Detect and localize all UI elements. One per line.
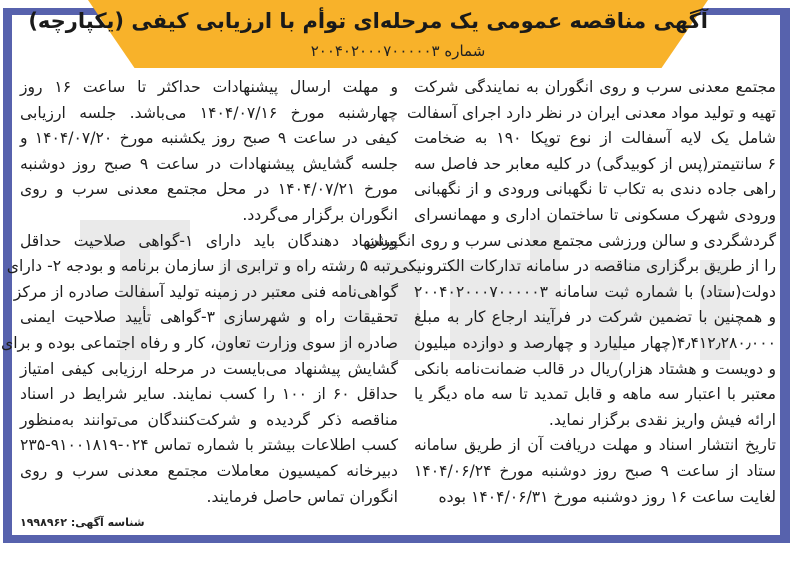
text-line: تحقیقات راه و شهرسازی ۳-گواهی تأیید صلاحیت ایمنی <box>20 308 398 327</box>
text-line: تاریخ انتشار اسناد و مهلت دریافت آن از طریق سامانه <box>414 436 776 455</box>
text-line: و همچنین با تضمین شرکت در فرآیند ارجاع کار به مبلغ <box>414 308 776 327</box>
text-line: جلسه گشایش پیشنهادات در ساعت ۹ صبح روز دوشنبه <box>20 154 398 173</box>
text-line: پیشنهاد دهندگان باید دارای ۱-گواهی صلاحیت حداقل <box>20 231 398 250</box>
text-line: معتبر با اعتبار سه ماهه و قابل تمدید تا سه ماه دیگر یا <box>414 385 776 404</box>
text-line: ستاد از ساعت ۹ صبح روز دوشنبه مورخ ۱۴۰۴/۰۶/۲۴ <box>414 461 776 480</box>
text-line: انگوران برگزار می‌گردد. <box>242 205 398 224</box>
text-line: ۶ سانتیمتر(پس از کوبیدگی) در کلیه معابر حد فاصل سه <box>414 154 776 173</box>
text-line: دبیرخانه کمیسیون معاملات مجتمع معدنی سرب و روی <box>20 461 398 480</box>
text-line: ورودی شهرک مسکونی تا ساختمان اداری و مهمانسرای <box>414 205 776 224</box>
page-title: آگهی مناقصه عمومی یک مرحله‌ای توأم با ارزیابی کیفی (یکپارچه) <box>28 9 708 33</box>
text-line: حداقل ۶۰ از ۱۰۰ را کسب نمایند. سایر شرایط در اسناد <box>20 385 398 404</box>
text-line: شامل یک لایه آسفالت از نوع توپکا ۱۹۰ به ضخامت <box>414 129 776 148</box>
text-line: چهارشنبه مورخ ۱۴۰۴/۰۷/۱۶ می‌باشد. جلسه ارزیابی <box>20 103 398 122</box>
text-line: مجتمع معدنی سرب و روی انگوران به نمایندگی شرکت <box>414 78 776 96</box>
text-line: صادره از سوی وزارت تعاون، کار و رفاه اجتماعی بوده و برای <box>1 333 398 352</box>
text-line: ارائه فیش واریز نقدی برگزار نماید. <box>548 410 776 429</box>
text-line: تهیه و تولید مواد معدنی ایران در نظر دارد اجرای آسفالت <box>406 103 776 122</box>
text-line: دولت(ستاد) با شماره ثبت سامانه ۲۰۰۴۰۲۰۰۰۷۰۰۰۰۰۳ <box>414 282 776 301</box>
text-line: گردشگردی و سالن ورزشی مجتمع معدنی سرب و روی انگوران <box>366 231 776 250</box>
text-line: کیفی در ساعت ۹ صبح روز یکشنبه مورخ ۱۴۰۴/۰۷/۲۰ و <box>20 129 398 148</box>
text-line: ۴٫۴۱۲٫۲۸۰٫۰۰۰(چهار میلیارد و چهارصد و دوازده میلیون <box>414 333 776 352</box>
text-line: و مهلت ارسال پیشنهادات حداکثر تا ساعت ۱۶ روز <box>20 78 398 96</box>
right-column <box>366 75 776 510</box>
tender-number: شماره ۲۰۰۴۰۲۰۰۰۷۰۰۰۰۰۳ <box>310 42 486 60</box>
text-line: مناقصه ذکر گردیده و شرکت‌کنندگان می‌توانند به‌منظور <box>20 410 398 429</box>
ad-id: شناسه آگهی: ۱۹۹۸۹۶۲ <box>20 516 145 529</box>
text-line: کسب اطلاعات بیشتر با شماره تماس ۰۲۴-۹۱۰۰۱۸۱۹-۲۳۵ <box>20 436 398 455</box>
text-line: راهی جاده دندی به تکاب تا نگهبانی ورودی و از نگهبانی <box>414 180 776 199</box>
text-line: گواهی‌نامه فنی معتبر در زمینه تولید آسفالت صادره از مرکز <box>13 282 398 301</box>
text-line: مورخ ۱۴۰۴/۰۷/۲۱ در محل مجتمع معدنی سرب و روی <box>20 180 398 199</box>
text-line: را از طریق برگزاری مناقصه در سامانه تدارکات الکترونیکی <box>395 257 776 276</box>
text-line: و دویست و هشتاد هزار)ریال در قالب ضمانت‌نامه بانکی <box>414 359 776 378</box>
text-line: انگوران تماس حاصل فرمایند. <box>206 487 398 506</box>
text-line: لغایت ساعت ۱۶ روز دوشنبه مورخ ۱۴۰۴/۰۶/۳۱ بوده <box>438 487 776 506</box>
text-line: گشایش پیشنهاد می‌بایست در مرحله ارزیابی کیفی امتیاز <box>20 359 398 378</box>
left-column <box>1 75 398 510</box>
text-line: رتبه ۵ رشته راه و ترابری از سازمان برنامه و بودجه ۲- دارای <box>6 257 398 276</box>
